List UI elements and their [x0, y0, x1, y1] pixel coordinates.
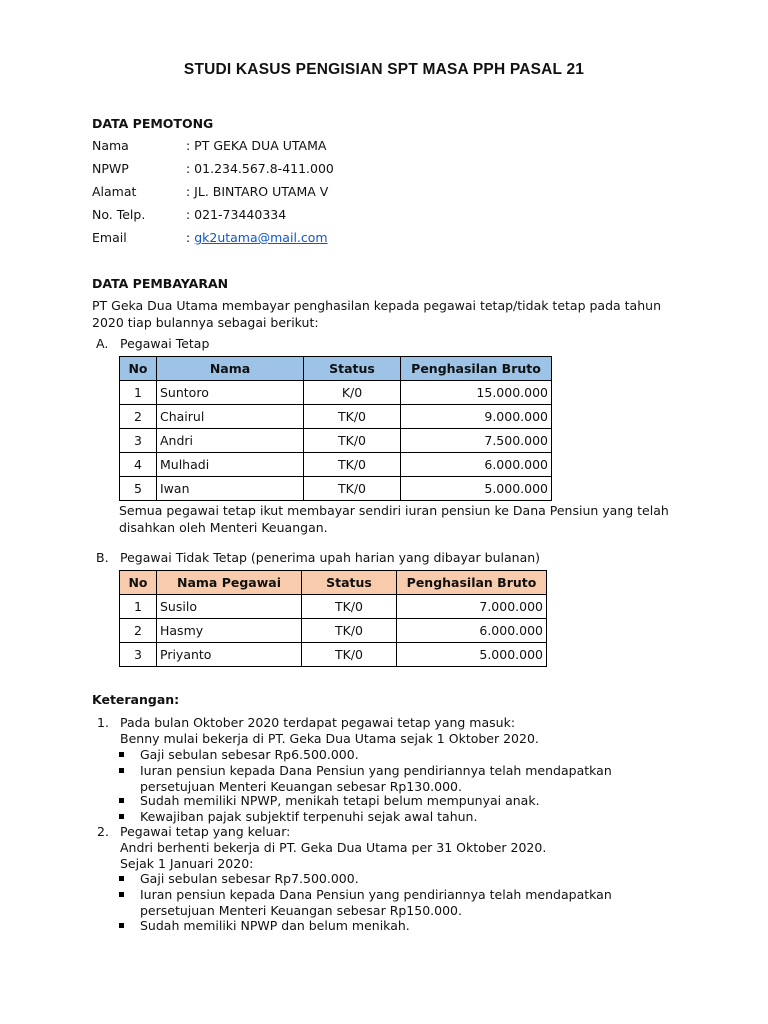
cell-penghasilan: 9.000.000 [401, 405, 552, 429]
field-label: Nama [92, 138, 129, 153]
document-title: STUDI KASUS PENGISIAN SPT MASA PPH PASAL 21 [183, 61, 585, 78]
field-label: Email [92, 230, 127, 245]
section-b-label: B. [96, 550, 109, 565]
pemotong-row-telp [92, 207, 492, 227]
bullet-marker [119, 876, 124, 881]
cell-no: 5 [120, 477, 157, 501]
cell-status: TK/0 [304, 405, 401, 429]
col-header-penghasilan: Penghasilan Bruto [397, 571, 547, 595]
keterangan-item-line: Andri berhenti bekerja di PT. Geka Dua Utama per 31 Oktober 2020. [120, 840, 547, 855]
col-header-status: Status [304, 357, 401, 381]
table-row [120, 477, 552, 501]
keterangan-item-line: Sejak 1 Januari 2020: [120, 856, 254, 871]
field-label: NPWP [92, 161, 129, 176]
keterangan-item-line: Pada bulan Oktober 2020 terdapat pegawai tetap yang masuk: [120, 715, 516, 730]
col-header-penghasilan: Penghasilan Bruto [401, 357, 552, 381]
bullet-marker [119, 814, 124, 819]
field-value: : JL. BINTARO UTAMA V [186, 184, 329, 199]
table-row [120, 643, 547, 667]
cell-no: 2 [120, 619, 157, 643]
pemotong-row-npwp [92, 161, 492, 181]
keterangan-item-line: Pegawai tetap yang keluar: [120, 824, 291, 839]
bullet-marker [119, 892, 124, 897]
col-header-no: No [120, 571, 157, 595]
bullet-text: Kewajiban pajak subjektif terpenuhi sejak awal tahun. [140, 809, 478, 824]
keterangan-item-line: Benny mulai bekerja di PT. Geka Dua Utama sejak 1 Oktober 2020. [120, 731, 539, 746]
cell-status: TK/0 [302, 619, 397, 643]
table-row [120, 405, 552, 429]
cell-no: 2 [120, 405, 157, 429]
keterangan-item-number: 2. [97, 824, 109, 839]
bullet-text: Sudah memiliki NPWP dan belum menikah. [140, 918, 410, 933]
section-heading-pemotong: DATA PEMOTONG [92, 116, 214, 131]
table-row [120, 619, 547, 643]
bullet-text: Iuran pensiun kepada Dana Pensiun yang pendiriannya telah mendapatkan persetujuan Menteri Keuangan sebesar Rp130.000. [140, 763, 612, 794]
bullet-text: Gaji sebulan sebesar Rp7.500.000. [140, 871, 359, 886]
cell-penghasilan: 7.500.000 [401, 429, 552, 453]
col-header-no: No [120, 357, 157, 381]
field-value: : PT GEKA DUA UTAMA [186, 138, 327, 153]
cell-nama: Suntoro [157, 381, 304, 405]
cell-status: TK/0 [302, 595, 397, 619]
table-pegawai-tidak-tetap [119, 570, 547, 667]
field-label: Alamat [92, 184, 137, 199]
cell-nama: Priyanto [157, 643, 302, 667]
cell-penghasilan: 5.000.000 [397, 643, 547, 667]
field-value: : 01.234.567.8-411.000 [186, 161, 334, 176]
table-row [120, 595, 547, 619]
col-header-status: Status [302, 571, 397, 595]
field-label: No. Telp. [92, 207, 146, 222]
bullet-marker [119, 923, 124, 928]
cell-status: TK/0 [304, 453, 401, 477]
pemotong-row-nama [92, 138, 492, 158]
cell-no: 3 [120, 429, 157, 453]
table-row [120, 381, 552, 405]
cell-penghasilan: 15.000.000 [401, 381, 552, 405]
cell-status: K/0 [304, 381, 401, 405]
email-colon: : [186, 230, 195, 245]
bullet-text: Sudah memiliki NPWP, menikah tetapi belum mempunyai anak. [140, 793, 540, 808]
cell-status: TK/0 [304, 429, 401, 453]
table-header-row [120, 571, 547, 595]
cell-penghasilan: 7.000.000 [397, 595, 547, 619]
cell-nama: Iwan [157, 477, 304, 501]
table-pegawai-tetap [119, 356, 552, 501]
cell-penghasilan: 6.000.000 [401, 453, 552, 477]
cell-nama: Chairul [157, 405, 304, 429]
section-a-title: Pegawai Tetap [120, 336, 210, 351]
col-header-nama: Nama [157, 357, 304, 381]
pemotong-row-email [92, 230, 492, 250]
bullet-text: Iuran pensiun kepada Dana Pensiun yang pendiriannya telah mendapatkan persetujuan Menteri Keuangan sebesar Rp150.000. [140, 887, 612, 918]
pemotong-row-alamat [92, 184, 492, 204]
note-pegawai-tetap: Semua pegawai tetap ikut membayar sendiri iuran pensiun ke Dana Pensiun yang telah disahkan oleh Menteri Keuangan. [119, 503, 669, 535]
bullet-marker [119, 798, 124, 803]
cell-nama: Susilo [157, 595, 302, 619]
field-value [186, 230, 328, 245]
cell-penghasilan: 5.000.000 [401, 477, 552, 501]
pembayaran-intro: PT Geka Dua Utama membayar penghasilan kepada pegawai tetap/tidak tetap pada tahun 2020 tiap bulannya sebagai berikut: [92, 298, 661, 330]
table-row [120, 453, 552, 477]
cell-nama: Hasmy [157, 619, 302, 643]
cell-no: 3 [120, 643, 157, 667]
cell-status: TK/0 [304, 477, 401, 501]
cell-nama: Andri [157, 429, 304, 453]
col-header-nama-pegawai: Nama Pegawai [157, 571, 302, 595]
keterangan-heading: Keterangan: [92, 692, 180, 707]
table-header-row [120, 357, 552, 381]
cell-no: 4 [120, 453, 157, 477]
email-link[interactable]: gk2utama@mail.com [194, 230, 328, 245]
section-heading-pembayaran: DATA PEMBAYARAN [92, 276, 229, 291]
field-value: : 021-73440334 [186, 207, 287, 222]
cell-nama: Mulhadi [157, 453, 304, 477]
cell-no: 1 [120, 595, 157, 619]
section-a-label: A. [96, 336, 109, 351]
cell-penghasilan: 6.000.000 [397, 619, 547, 643]
bullet-marker [119, 752, 124, 757]
cell-no: 1 [120, 381, 157, 405]
bullet-text: Gaji sebulan sebesar Rp6.500.000. [140, 747, 359, 762]
keterangan-item-number: 1. [97, 715, 109, 730]
bullet-marker [119, 768, 124, 773]
section-b-title: Pegawai Tidak Tetap (penerima upah harian yang dibayar bulanan) [120, 550, 541, 565]
cell-status: TK/0 [302, 643, 397, 667]
table-row [120, 429, 552, 453]
